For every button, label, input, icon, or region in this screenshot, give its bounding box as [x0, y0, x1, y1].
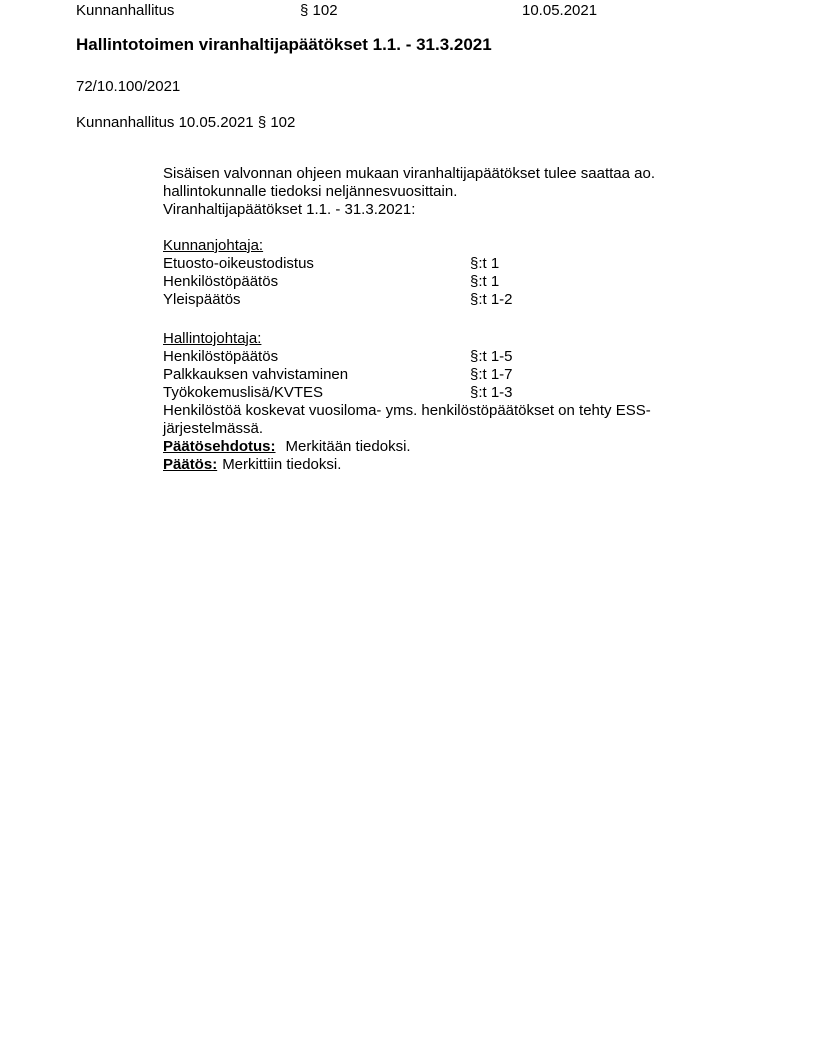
page-title: Hallintotoimen viranhaltijapäätökset 1.1. - 31.3.2021 [76, 35, 492, 54]
decision-text: Merkittiin tiedoksi. [222, 456, 342, 473]
proposal-label: Päätösehdotus: [163, 438, 276, 455]
decision-sections-value: §:t 1-2 [470, 291, 513, 308]
table-row [163, 273, 703, 291]
table-row [163, 384, 703, 402]
intro-paragraph: Sisäisen valvonnan ohjeen mukaan viranhaltijapäätökset tulee saattaa ao. hallintokunnalle tiedoksi neljännesvuosittain. [163, 165, 655, 200]
header-section-number: § 102 [300, 2, 338, 19]
decision-label: Päätös: [163, 456, 218, 473]
decision-sections-value: §:t 1 [470, 273, 500, 290]
period-line: Viranhaltijapäätökset 1.1. - 31.3.2021: [163, 201, 416, 218]
decision-line [163, 456, 703, 474]
table-row [163, 291, 703, 309]
decision-group-kunnanjohtaja [163, 237, 703, 309]
decision-group-hallintojohtaja [163, 330, 703, 402]
decision-type-label: Työkokemuslisä/KVTES [163, 384, 324, 401]
decision-type-label: Palkkauksen vahvistaminen [163, 366, 349, 383]
header-board-name: Kunnanhallitus [76, 2, 175, 19]
header-date: 10.05.2021 [522, 2, 598, 19]
decision-sections-value: §:t 1-5 [470, 348, 513, 365]
decision-type-label: Etuosto-oikeustodistus [163, 255, 314, 272]
table-row [163, 366, 703, 384]
proposal-text: Merkitään tiedoksi. [285, 438, 411, 455]
table-row [163, 255, 703, 273]
decision-type-label: Yleispäätös [163, 291, 241, 308]
group-heading: Kunnanjohtaja: [163, 237, 264, 254]
table-row [163, 348, 703, 366]
proposal-line [163, 438, 703, 456]
decision-type-label: Henkilöstöpäätös [163, 273, 279, 290]
case-number: 72/10.100/2021 [76, 78, 181, 95]
decision-sections-value: §:t 1-3 [470, 384, 513, 401]
decision-sections-value: §:t 1 [470, 255, 500, 272]
decision-sections-value: §:t 1-7 [470, 366, 513, 383]
document-body [163, 165, 703, 474]
group-heading: Hallintojohtaja: [163, 330, 262, 347]
decision-type-label: Henkilöstöpäätös [163, 348, 279, 365]
note-paragraph: Henkilöstöä koskevat vuosiloma- yms. henkilöstöpäätökset on tehty ESS-järjestelmässä. [163, 402, 651, 437]
subheader-meeting-reference: Kunnanhallitus 10.05.2021 § 102 [76, 114, 296, 131]
